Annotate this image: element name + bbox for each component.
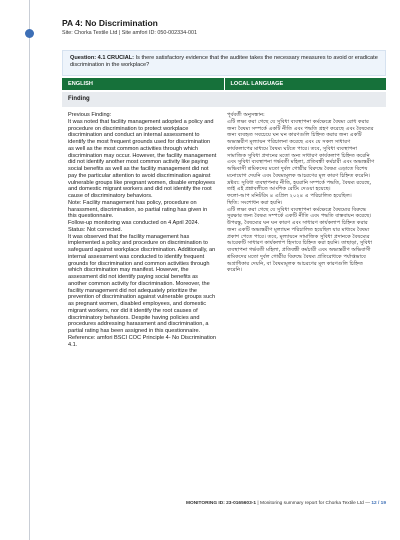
footer-dash: — (365, 501, 372, 506)
page-number: 12 / 19 (371, 501, 386, 506)
column-header-english: ENGLISH (62, 78, 224, 90)
question-box (62, 50, 386, 76)
side-rail (0, 0, 62, 540)
site-info: Site: Chorka Textile Ltd | Site amfori ID: 050-002334-001 (62, 30, 197, 36)
timeline-line (29, 0, 30, 540)
section-header (62, 18, 382, 38)
finding-label: Finding (62, 92, 386, 107)
report-summary: Monitoring summary report for Chorka Textile Ltd (259, 501, 364, 506)
english-column (62, 109, 217, 494)
finding-body (62, 109, 386, 494)
timeline-dot (25, 29, 34, 38)
monitoring-id: MONITORING ID: 23-0165603-1 (185, 501, 257, 506)
english-finding-text: Previous Finding: It was noted that facility management adopted a policy and procedure on discrimination to protect workplace discrimination and conduct an internal assessment to identify the most frequent grounds used for discrimination as well as the most common activities through which discrimination may occur. However, the facility management did not identify another most common activity like paying social benefits as well as the facility management did not pay the particular attention to avoid discrimination against vulnerable groups like pregnant women, disable employees and domestic migrant workers and did not identify the root cause of discriminatory behaviors. Note: Facility management has policy, procedure on harassment, discrimination, so partial rating has given in this questionnaire. Follow-up monitoring was conducted on 4 April 2024. Status: Not corrected. It was observed that the facility management has implemented a policy and procedure on discrimination to safeguard against workplace discrimination. Additionally, an internal assessment was conducted to identify frequent grounds for discrimination and common activities through which discrimination may manifest. However, the assessment did not identify paying social benefits as another common activity for discrimination. Moreover, the facility management did not adequately prioritize the prevention of discrimination against vulnerable groups such as pregnant women, disabled employees, and domestic migrant workers, nor did it identify the root causes of discriminatory behaviors. Despite having policies and procedures addressing harassment and discrimination, a partial rating has been assigned in this questionnaire. Reference: amfori BSCI COC Principle 4- No Discrimination 4.1. (68, 112, 217, 348)
column-headers (62, 78, 386, 90)
footer-separator: | (257, 501, 260, 506)
question-text (70, 55, 378, 70)
column-header-local: LOCAL LANGUAGE (224, 78, 387, 90)
question-body: Is there satisfactory evidence that the auditee takes the necessary measures to avoid or eradicate discrimination in the workplace? (70, 55, 378, 69)
page-footer (62, 500, 386, 508)
local-language-finding-text: পূর্ববর্তী অনুসন্ধান: এটি লক্ষ্য করা গেছে যে সুবিধা ব্যবস্থাপনা কর্মক্ষেত্রে বৈষম্য রোধ করার জন্য বৈষম্য সম্পর্কে একটি নীতি এবং পদ্ধতি গ্রহণ করেছে এবং বৈষম্যের জন্য ব্যবহৃত সবচেয়ে ঘন ঘন কারণগুলি চিহ্নিত করার জন্য একটি অভ্যন্তরীণ মূল্যায়ন পরিচালনা করেছে এবং যে সকল সাধারণ কার্যকলাপের মাধ্যমে বৈষম্য ঘটতে পারে। তবে, সুবিধা ব্যবস্থাপনা সামাজিক সুবিধা প্রদানের মতো অন্য সাধারণ কার্যকলাপ চিহ্নিত করেনি এবং সুবিধা ব্যবস্থাপনা গর্ভবতী মহিলা, প্রতিবন্ধী কর্মচারী এবং অভ্যন্তরীণ অভিবাসী শ্রমিকদের মতো দুর্বল গোষ্ঠীর বিরুদ্ধে বৈষম্য এড়াতে বিশেষ মনোযোগ দেয়নি এবং বৈষম্যমূলক আচরণের মূল কারণ চিহ্নিত করেনি। দ্রষ্টব্য: সুবিধা ব্যবস্থাপনার নীতি, হয়রানি সম্পর্কে পদ্ধতি, বৈষম্য রয়েছে, তাই এই প্রশ্নাবলীতে আংশিক রেটিং দেওয়া হয়েছে। ফলো-আপ মনিটরিং ৪ এপ্রিল ২০২৪ এ পরিচালিত হয়েছিল। স্থিতি: সংশোধন করা হয়নি। এটি লক্ষ্য করা গেছে যে সুবিধা ব্যবস্থাপনা কর্মক্ষেত্রে বৈষম্যের বিরুদ্ধে সুরক্ষার জন্য বৈষম্য সম্পর্কে একটি নীতি এবং পদ্ধতি বাস্তবায়ন করেছে। উপরন্তু, বৈষম্যের ঘন ঘন কারণ এবং সাধারণ কার্যকলাপ চিহ্নিত করার জন্য একটি অভ্যন্তরীণ মূল্যায়ন পরিচালিত হয়েছিল যার মাধ্যমে বৈষম্য প্রকাশ পেতে পারে। তবে, মূল্যায়নে সামাজিক সুবিধা প্রদানকে বৈষম্যের আরেকটি সাধারণ কার্যকলাপ হিসাবে চিহ্নিত করা হয়নি। তাছাড়া, সুবিধা ব্যবস্থাপনা গর্ভবতী মহিলা, প্রতিবন্ধী কর্মচারী এবং অভ্যন্তরীণ অভিবাসী শ্রমিকদের মতো দুর্বল গোষ্ঠীর বিরুদ্ধে বৈষম্য প্রতিরোধকে পর্যাপ্তভাবে অগ্রাধিকার দেয়নি, বা বৈষম্যমূলক আচরণের মূল কারণগুলি চিহ্নিত করেনি। (227, 112, 375, 274)
page-title: PA 4: No Discrimination (62, 18, 158, 28)
question-code: Question: 4.1 CRUCIAL: (70, 55, 135, 61)
